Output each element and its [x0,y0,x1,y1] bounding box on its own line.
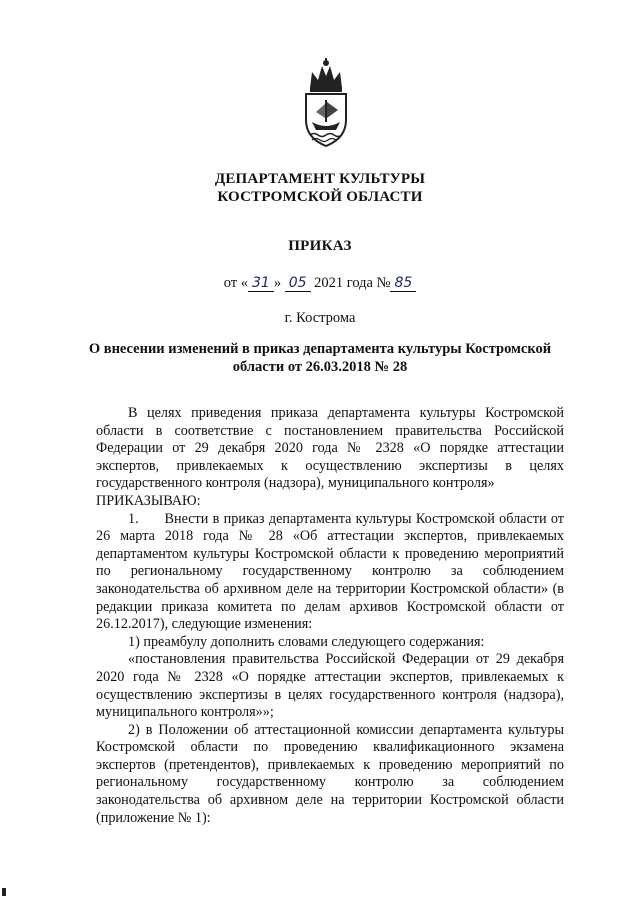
department-name [0,170,640,206]
department-line-1: ДЕПАРТАМЕНТ КУЛЬТУРЫ [214,171,426,187]
date-day: 31 [248,275,274,292]
subject-line-2: области от 26.03.2018 № 28 [232,359,408,375]
order-title: ПРИКАЗ [288,238,352,254]
subject-line-1: О внесении изменений в приказ департамента культуры Костромской [88,341,552,357]
order-body [96,405,564,827]
body-paragraph-preamble: В целях приведения приказа департамента культуры Костромской области в соответствие с постановлением правительства Российской Федерации от 29 декабря 2020 года № 2328 «О порядке аттестации экспертов, привлекаемых к осуществлению экспертизы в целях государственного контроля (надзора), муниципального контроля» [96,405,564,492]
order-subject [0,340,640,376]
date-mid: » [273,275,282,291]
order-number: 85 [390,275,416,292]
kostroma-coat-of-arms-icon [298,58,354,148]
body-paragraph-order: ПРИКАЗЫВАЮ: [96,492,201,509]
date-prefix: от « [223,275,248,291]
body-paragraph-item-1: 1. Внести в приказ департамента культуры Костромской области от 26 марта 2018 года № 28 «Об аттестации экспертов, привлекаемых департаментом культуры Костромской области к проведению мероприятий по региональному государственному контролю за соблюдением законодательства об архивном деле на территории Костромской области» (в редакции приказа комитета по делам архивов Костромской области от 26.12.2017), следующие изменения: [96,510,564,633]
city: г. Кострома [284,310,356,326]
scan-mark [2,888,6,896]
body-paragraph-subitem-1: 1) преамбулу дополнить словами следующего содержания: [128,633,485,650]
body-paragraph-subitem-2: 2) в Положении об аттестационной комиссии департамента культуры Костромской области по проведению квалификационного экзамена экспертов (претендентов), привлекаемых к проведению мероприятий по региональному государственному контролю за соблюдением законодательства об архивном деле на территории Костромской области (приложение № 1): [96,721,564,826]
body-paragraph-quote: «постановления правительства Российской Федерации от 29 декабря 2020 года № 2328 «О порядке аттестации экспертов, привлекаемых к осуществлению экспертизы в целях государственного контроля (надзора), муниципального контроля»»; [96,651,564,721]
date-year: 2021 года № [314,275,391,291]
department-line-2: КОСТРОМСКОЙ ОБЛАСТИ [217,189,423,205]
order-date-number [0,275,640,292]
date-month: 05 [285,275,311,292]
